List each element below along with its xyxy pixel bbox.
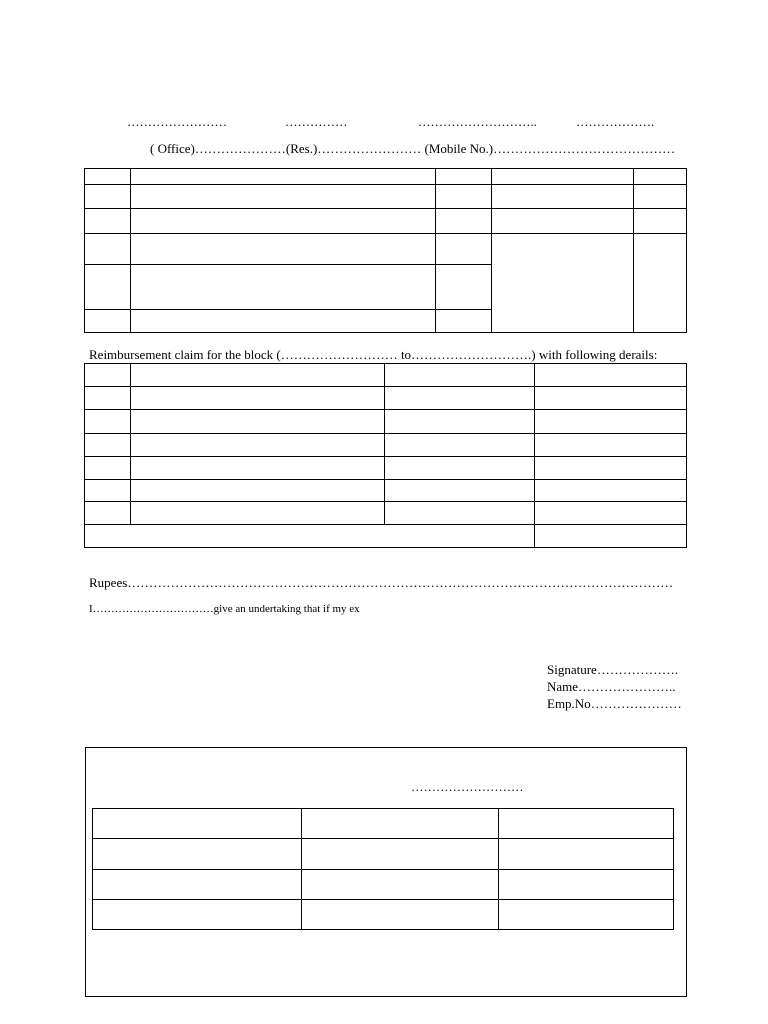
table-cell bbox=[436, 169, 492, 185]
table-cell bbox=[436, 234, 492, 265]
table-cell bbox=[385, 480, 535, 502]
table-cell bbox=[131, 265, 436, 310]
table-cell bbox=[302, 839, 499, 870]
details-table bbox=[84, 168, 687, 333]
table-row bbox=[93, 900, 674, 930]
table-cell bbox=[385, 364, 535, 387]
header-dots-3: ……………………….. bbox=[418, 115, 537, 129]
table-row bbox=[93, 809, 674, 839]
table-cell bbox=[634, 209, 687, 234]
table-row bbox=[85, 410, 687, 434]
table-cell bbox=[131, 310, 436, 333]
header-dots-2: …………… bbox=[285, 115, 348, 129]
table-row bbox=[85, 185, 687, 209]
table-cell bbox=[85, 434, 131, 457]
table-cell bbox=[85, 480, 131, 502]
table-cell bbox=[85, 185, 131, 209]
table-cell bbox=[131, 209, 436, 234]
table-cell bbox=[634, 185, 687, 209]
table-cell bbox=[85, 364, 131, 387]
emp-no-label: Emp.No………………… bbox=[547, 696, 682, 711]
table-cell bbox=[499, 900, 674, 930]
rupees-line: Rupees……………………………………………………………………………………………………………… bbox=[89, 575, 674, 590]
table-cell bbox=[85, 310, 131, 333]
table-row bbox=[85, 480, 687, 502]
table-cell bbox=[535, 387, 687, 410]
table-cell bbox=[85, 209, 131, 234]
table-cell bbox=[499, 839, 674, 870]
table-row bbox=[85, 169, 687, 185]
table-cell bbox=[385, 434, 535, 457]
table-cell bbox=[535, 480, 687, 502]
table-cell bbox=[535, 410, 687, 434]
table-cell bbox=[85, 265, 131, 310]
header-dots-1: …………………… bbox=[127, 115, 227, 129]
table-cell bbox=[85, 410, 131, 434]
table-cell bbox=[131, 410, 385, 434]
table-cell-merged bbox=[634, 234, 687, 333]
reimbursement-heading: Reimbursement claim for the block (……………………… to……………………….) with following derails: bbox=[89, 347, 658, 362]
table-cell bbox=[436, 310, 492, 333]
table-cell bbox=[436, 185, 492, 209]
table-cell bbox=[499, 870, 674, 900]
table-cell bbox=[85, 234, 131, 265]
table-cell bbox=[634, 169, 687, 185]
table-cell bbox=[131, 169, 436, 185]
table-cell bbox=[302, 809, 499, 839]
name-label: Name………………….. bbox=[547, 679, 676, 694]
table-cell bbox=[535, 364, 687, 387]
table-cell bbox=[302, 870, 499, 900]
contact-line: ( Office)…………………(Res.)…………………… (Mobile No.)…………………………………… bbox=[150, 141, 676, 156]
table-cell bbox=[131, 364, 385, 387]
table-cell bbox=[492, 169, 634, 185]
table-cell bbox=[535, 434, 687, 457]
table-cell bbox=[93, 839, 302, 870]
table-cell bbox=[436, 209, 492, 234]
table-cell bbox=[93, 809, 302, 839]
table-cell bbox=[535, 525, 687, 548]
table-cell-merged bbox=[492, 234, 634, 333]
header-dots-4: ………………. bbox=[576, 115, 655, 129]
table-cell bbox=[131, 457, 385, 480]
table-cell bbox=[131, 234, 436, 265]
office-use-box bbox=[85, 747, 687, 997]
table-row bbox=[85, 234, 687, 265]
table-row bbox=[85, 502, 687, 525]
table-row bbox=[93, 870, 674, 900]
table-cell bbox=[535, 457, 687, 480]
table-row bbox=[85, 209, 687, 234]
table-cell bbox=[85, 169, 131, 185]
table-cell bbox=[85, 502, 131, 525]
table-cell bbox=[385, 387, 535, 410]
table-row bbox=[93, 839, 674, 870]
table-cell bbox=[492, 209, 634, 234]
table-row bbox=[85, 457, 687, 480]
table-cell bbox=[85, 457, 131, 480]
table-cell bbox=[93, 900, 302, 930]
table-cell bbox=[385, 457, 535, 480]
office-table bbox=[92, 808, 674, 930]
table-cell-merged bbox=[85, 525, 535, 548]
signature-label: Signature………………. bbox=[547, 662, 679, 677]
undertaking-line: I……………………………give an undertaking that if my ex bbox=[89, 603, 360, 615]
office-box-dots: ……………………… bbox=[411, 780, 524, 794]
table-cell bbox=[492, 185, 634, 209]
table-cell bbox=[131, 480, 385, 502]
table-cell bbox=[131, 387, 385, 410]
table-cell bbox=[85, 387, 131, 410]
table-cell bbox=[131, 434, 385, 457]
table-cell bbox=[385, 502, 535, 525]
table-cell bbox=[436, 265, 492, 310]
table-cell bbox=[302, 900, 499, 930]
table-total-row bbox=[85, 525, 687, 548]
claim-table bbox=[84, 363, 687, 548]
table-cell bbox=[93, 870, 302, 900]
table-cell bbox=[499, 809, 674, 839]
table-cell bbox=[131, 502, 385, 525]
table-cell bbox=[535, 502, 687, 525]
table-row bbox=[85, 434, 687, 457]
table-row bbox=[85, 364, 687, 387]
table-cell bbox=[385, 410, 535, 434]
table-cell bbox=[131, 185, 436, 209]
table-row bbox=[85, 387, 687, 410]
